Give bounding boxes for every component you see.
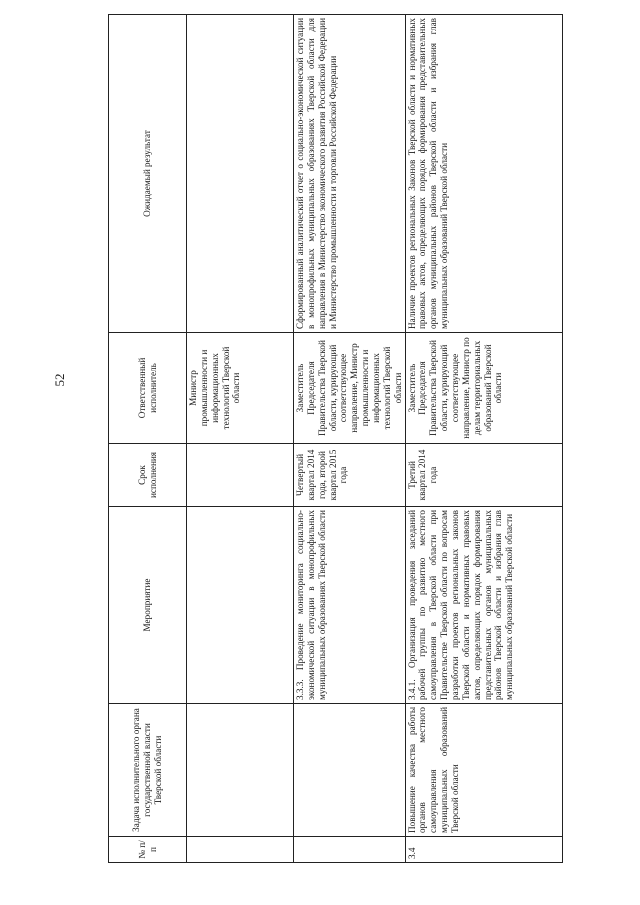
cell-result: Сформированный аналитический отчет о социально-экономической ситуации в монопрофильных муниципальных образованиях Тверской области для направления в Министерство экономического развития Российской Федерации и Министерство промышленности и торговли Российской Федерации — [294, 15, 406, 333]
cell-result — [187, 15, 294, 333]
table-header-row — [109, 15, 187, 863]
cell-num — [294, 837, 406, 863]
cell-task: Повышение качества работы органов местного самоуправления муниципальных образований Тверской области — [405, 704, 562, 837]
table-row — [405, 15, 562, 863]
table-row — [294, 15, 406, 863]
header-task: Задача исполнительного органа государственной власти Тверской области — [109, 704, 187, 837]
cell-responsible: Министр промышленности и информационных технологий Тверской области — [187, 333, 294, 444]
header-result: Ожидаемый результат — [109, 15, 187, 333]
header-event: Мероприятие — [109, 507, 187, 704]
header-term: Срок исполнения — [109, 444, 187, 507]
rotated-table-container — [108, 15, 533, 863]
cell-event — [187, 507, 294, 704]
cell-num — [187, 837, 294, 863]
header-num: № п/п — [109, 837, 187, 863]
cell-term — [187, 444, 294, 507]
table-row — [187, 15, 294, 863]
cell-event: 3.4.1. Организация проведения заседаний рабочей группы по развитию местного самоуправления в Тверской области при Правительстве Тверской области по вопросам разработки проектов региональных законов Тверской области и нормативных правовых актов, определяющих порядок формирования представительных органов муниципальных районов Тверской области и избрания глав муниципальных образований Тверской области — [405, 507, 562, 704]
cell-term: Четвертый квартал 2014 года, второй квартал 2015 года — [294, 444, 406, 507]
header-responsible: Ответственный исполнитель — [109, 333, 187, 444]
page-number: 52 — [52, 373, 67, 387]
cell-event: 3.3.3. Проведение мониторинга социально-экономической ситуации в монопрофильных муниципальных образованиях Тверской области — [294, 507, 406, 704]
cell-num: 3.4 — [405, 837, 562, 863]
cell-responsible: Заместитель Председателя Правительства Тверской области, курирующий соответствующее направление, Министр промышленности и информационных технологий Тверской области — [294, 333, 406, 444]
cell-task — [187, 704, 294, 837]
cell-result: Наличие проектов региональных Законов Тверской области и нормативных правовых актов, определяющих порядок формирования представительных органов муниципальных районов Тверской области и избрания глав муниципальных образований Тверской области — [405, 15, 562, 333]
cell-task — [294, 704, 406, 837]
plan-table — [108, 14, 563, 863]
cell-responsible: Заместитель Председателя Правительства Тверской области, курирующий соответствующее направление, Министр по делам территориальных образований Тверской области — [405, 333, 562, 444]
cell-term: Третий квартал 2014 года — [405, 444, 562, 507]
